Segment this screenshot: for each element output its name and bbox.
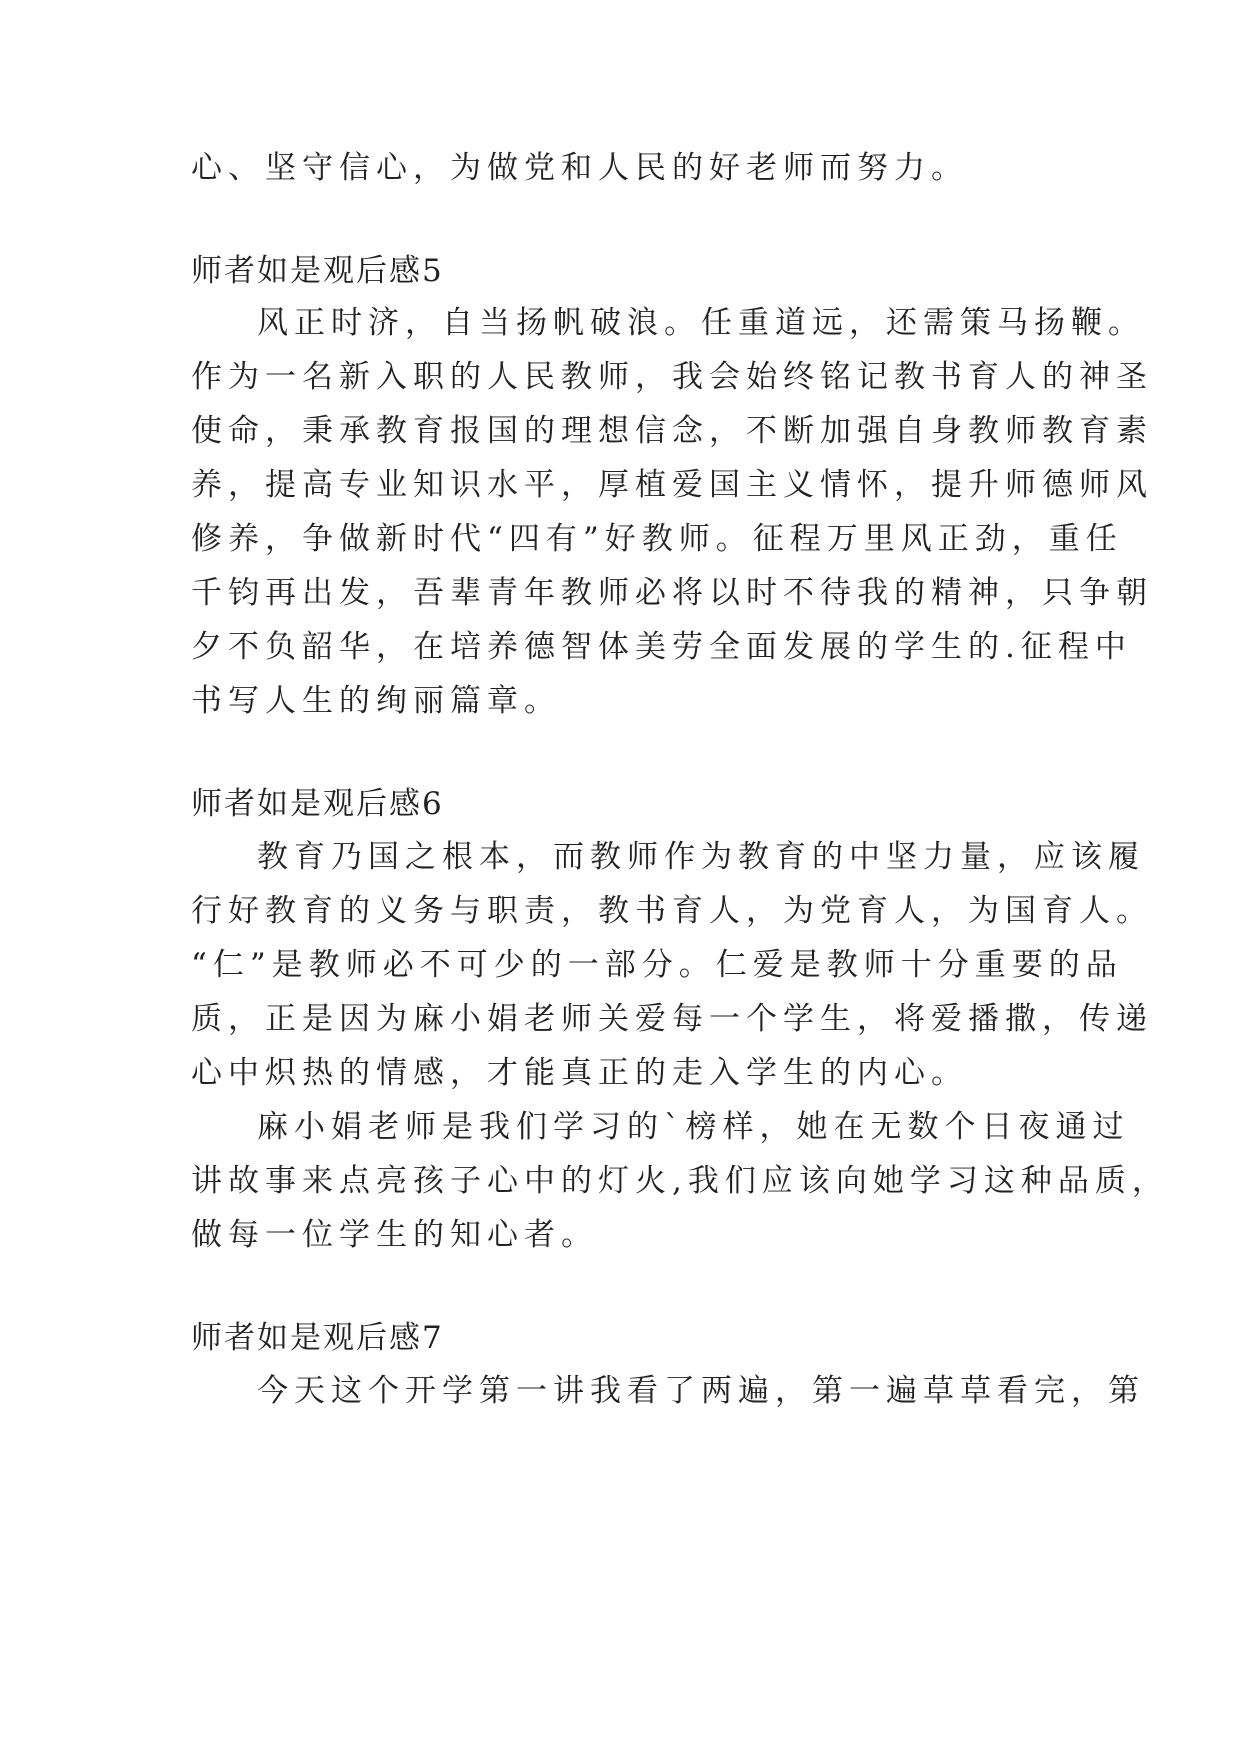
paragraph-line: “仁”是教师必不可少的一部分。仁爱是教师十分重要的品 — [191, 947, 1123, 983]
paragraph-line: 使命，秉承教育报国的理想信念，不断加强自身教师教育素 — [191, 413, 1153, 449]
paragraph-line: 心中炽热的情感，才能真正的走入学生的内心。 — [191, 1055, 968, 1091]
paragraph-line: 质，正是因为麻小娟老师关爱每一个学生，将爱播撒，传递 — [191, 1001, 1153, 1037]
section-heading: 师者如是观后感5 — [191, 253, 444, 289]
paragraph-line: 作为一名新入职的人民教师，我会始终铭记教书育人的神圣 — [191, 359, 1153, 395]
paragraph-line: 教育乃国之根本，而教师作为教育的中坚力量，应该履 — [257, 839, 1145, 875]
section-heading: 师者如是观后感7 — [191, 1320, 444, 1356]
paragraph-line: 做每一位学生的知心者。 — [191, 1217, 598, 1253]
paragraph-line: 今天这个开学第一讲我看了两遍，第一遍草草看完，第 — [257, 1373, 1145, 1409]
paragraph-line: 讲故事来点亮孩子心中的灯火,我们应该向她学习这种品质， — [191, 1163, 1169, 1199]
paragraph-line: 夕不负韶华，在培养德智体美劳全面发展的学生的.征程中 — [191, 629, 1132, 665]
paragraph-line: 千钧再出发，吾辈青年教师必将以时不待我的精神，只争朝 — [191, 575, 1153, 611]
paragraph-line: 修养，争做新时代“四有”好教师。征程万里风正劲，重任 — [191, 521, 1123, 557]
section-heading: 师者如是观后感6 — [191, 786, 444, 822]
paragraph-line: 行好教育的义务与职责，教书育人，为党育人，为国育人。 — [191, 893, 1153, 929]
paragraph-line: 风正时济，自当扬帆破浪。任重道远，还需策马扬鞭。 — [257, 305, 1145, 341]
paragraph-line: 心、坚守信心，为做党和人民的好老师而努力。 — [191, 150, 968, 186]
paragraph-line: 麻小娟老师是我们学习的`榜样，她在无数个日夜通过 — [257, 1109, 1130, 1145]
paragraph-line: 养，提高专业知识水平，厚植爱国主义情怀，提升师德师风 — [191, 467, 1153, 503]
paragraph-line: 书写人生的绚丽篇章。 — [191, 683, 561, 719]
